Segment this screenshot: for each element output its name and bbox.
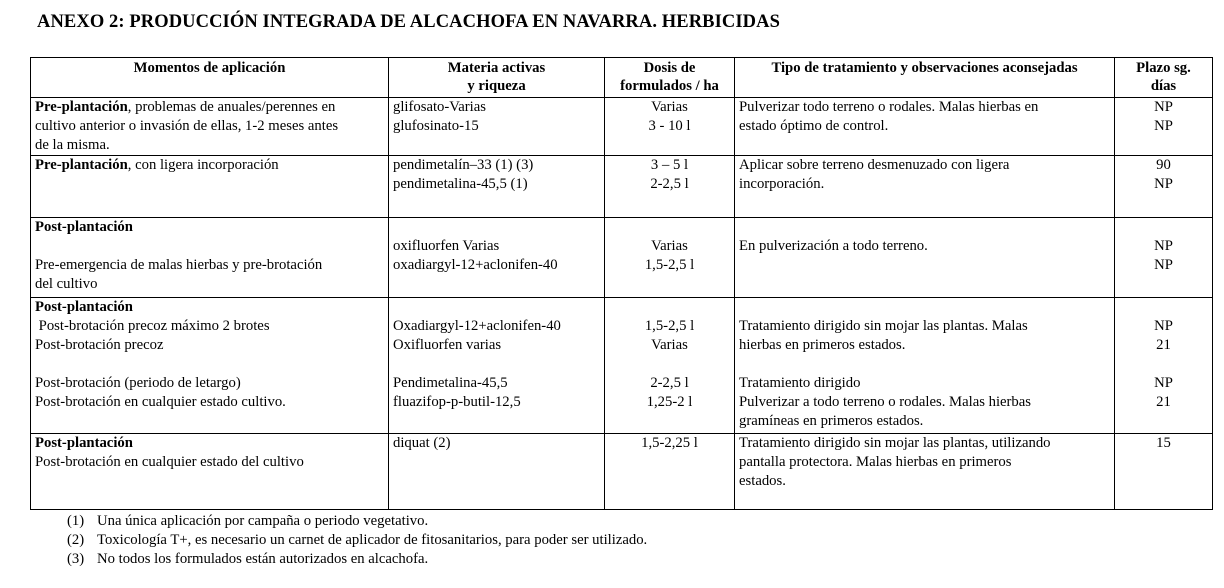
cell-plazo: 90 NP <box>1115 156 1213 218</box>
table-row <box>31 434 1213 510</box>
cell-tipo: Aplicar sobre terreno desmenuzado con ligera incorporación. <box>735 156 1115 218</box>
header-row <box>31 58 1213 98</box>
cell-materia: glifosato-Varias glufosinato-15 <box>389 98 605 156</box>
cell-momentos: Post-plantación Post-brotación precoz máximo 2 brotes Post-brotación precoz Post-brotación (periodo de letargo) Post-brotación en cualquier estado cultivo. <box>31 298 389 434</box>
cell-tipo: En pulverización a todo terreno. <box>735 218 1115 298</box>
table-row <box>31 156 1213 218</box>
cell-momentos: Post-plantación Post-brotación en cualquier estado del cultivo <box>31 434 389 510</box>
cell-materia: Oxadiargyl-12+aclonifen-40 Oxifluorfen varias Pendimetalina-45,5 fluazifop-p-butil-12,5 <box>389 298 605 434</box>
table-row <box>31 98 1213 156</box>
footnote: (3) No todos los formulados están autorizados en alcachofa. <box>67 551 429 567</box>
cell-momentos: Post-plantación Pre-emergencia de malas hierbas y pre-brotación del cultivo <box>31 218 389 298</box>
table-row <box>31 298 1213 434</box>
cell-dosis: 1,5-2,25 l <box>605 434 735 510</box>
cell-tipo: Tratamiento dirigido sin mojar las plantas, utilizando pantalla protectora. Malas hierbas en primeros estados. <box>735 434 1115 510</box>
header-materia: Materia activas y riqueza <box>389 58 605 98</box>
cell-plazo: 15 <box>1115 434 1213 510</box>
cell-dosis: Varias 1,5-2,5 l <box>605 218 735 298</box>
header-momentos: Momentos de aplicación <box>31 58 389 98</box>
cell-dosis: 1,5-2,5 l Varias 2-2,5 l 1,25-2 l <box>605 298 735 434</box>
document-title: ANEXO 2: PRODUCCIÓN INTEGRADA DE ALCACHOFA EN NAVARRA. HERBICIDAS <box>37 12 780 32</box>
cell-momentos: Pre-plantación, problemas de anuales/perennes en cultivo anterior o invasión de ellas, 1-2 meses antes de la misma. <box>31 98 389 156</box>
cell-dosis: Varias 3 - 10 l <box>605 98 735 156</box>
header-tipo: Tipo de tratamiento y observaciones aconsejadas <box>735 58 1115 98</box>
footnote: (1) Una única aplicación por campaña o periodo vegetativo. <box>67 513 429 529</box>
herbicides-table <box>30 57 1213 510</box>
cell-momentos: Pre-plantación, con ligera incorporación <box>31 156 389 218</box>
cell-plazo: NP NP <box>1115 218 1213 298</box>
cell-tipo: Tratamiento dirigido sin mojar las plantas. Malas hierbas en primeros estados. Tratamiento dirigido Pulverizar a todo terreno o rodales. Malas hierbas gramíneas en primeros estados. <box>735 298 1115 434</box>
cell-materia: diquat (2) <box>389 434 605 510</box>
cell-tipo: Pulverizar todo terreno o rodales. Malas hierbas en estado óptimo de control. <box>735 98 1115 156</box>
footnotes <box>67 512 647 569</box>
header-dosis: Dosis de formulados / ha <box>605 58 735 98</box>
cell-plazo: NP 21 NP 21 <box>1115 298 1213 434</box>
table-row <box>31 218 1213 298</box>
footnote: (2) Toxicología T+, es necesario un carnet de aplicador de fitosanitarios, para poder ser utilizado. <box>67 532 648 548</box>
header-plazo: Plazo sg. días <box>1115 58 1213 98</box>
cell-materia: oxifluorfen Varias oxadiargyl-12+aclonifen-40 <box>389 218 605 298</box>
cell-plazo: NP NP <box>1115 98 1213 156</box>
cell-dosis: 3 – 5 l 2-2,5 l <box>605 156 735 218</box>
cell-materia: pendimetalín–33 (1) (3) pendimetalina-45,5 (1) <box>389 156 605 218</box>
